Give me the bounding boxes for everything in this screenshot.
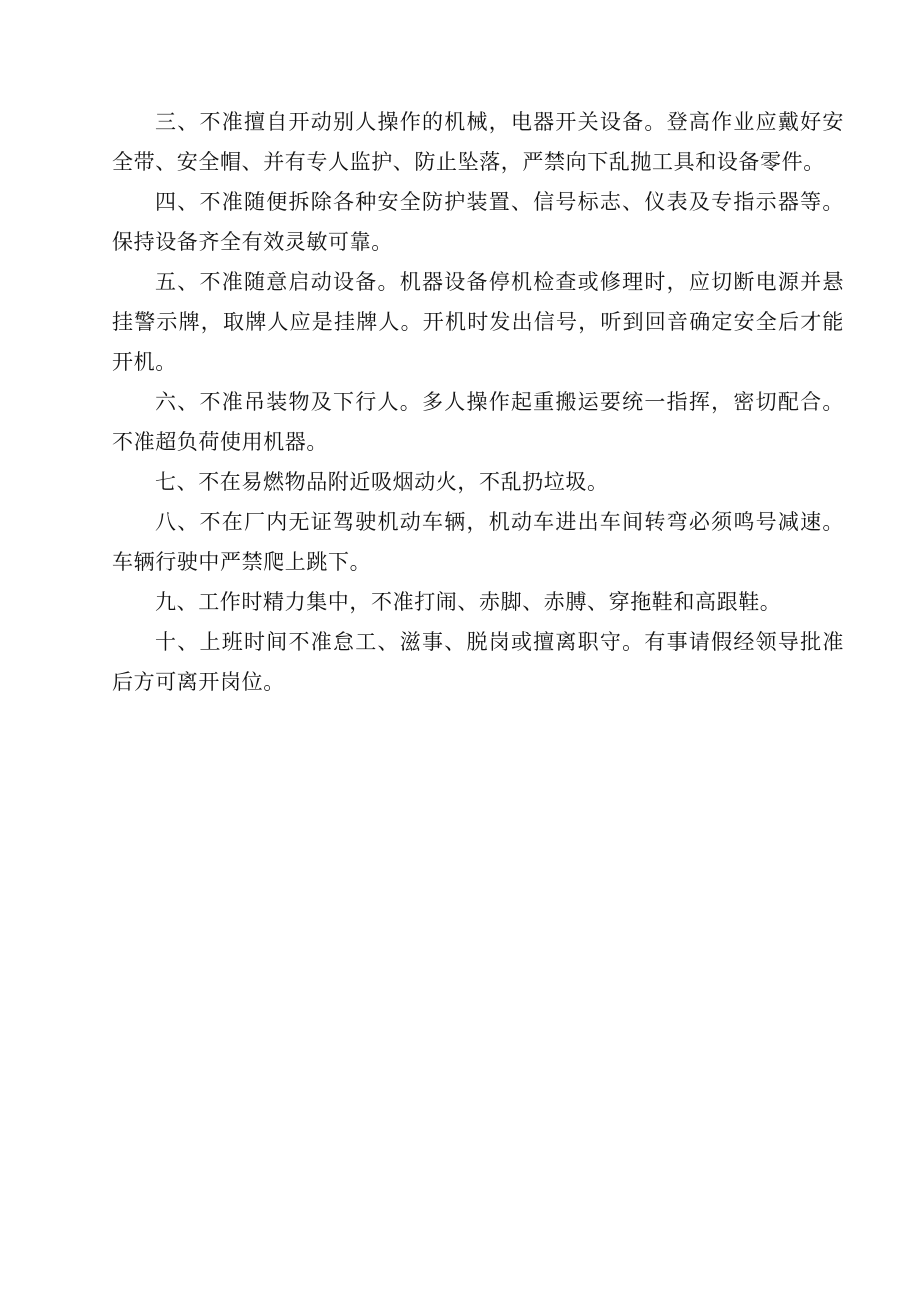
paragraph-rule-8: 八、不在厂内无证驾驶机动车辆，机动车进出车间转弯必须鸣号减速。车辆行驶中严禁爬上跳下。 [112,510,844,574]
paragraph-rule-5: 五、不准随意启动设备。机器设备停机检查或修理时，应切断电源并悬挂警示牌，取牌人应是挂牌人。开机时发出信号，听到回音确定安全后才能开机。 [112,270,844,374]
paragraph-rule-6: 六、不准吊装物及下行人。多人操作起重搬运要统一指挥，密切配合。不准超负荷使用机器。 [112,390,844,454]
paragraph-rule-9: 九、工作时精力集中，不准打闹、赤脚、赤膊、穿拖鞋和高跟鞋。 [155,590,782,614]
paragraph-rule-3: 三、不准擅自开动别人操作的机械，电器开关设备。登高作业应戴好安全带、安全帽、并有专人监护、防止坠落，严禁向下乱抛工具和设备零件。 [112,110,844,174]
paragraph-rule-7: 七、不在易燃物品附近吸烟动火，不乱扔垃圾。 [155,470,609,494]
paragraph-rule-4: 四、不准随便拆除各种安全防护装置、信号标志、仪表及专指示器等。保持设备齐全有效灵敏可靠。 [112,190,844,254]
document-body [112,102,844,702]
paragraph-rule-10: 十、上班时间不准怠工、滋事、脱岗或擅离职守。有事请假经领导批准后方可离开岗位。 [112,630,844,694]
